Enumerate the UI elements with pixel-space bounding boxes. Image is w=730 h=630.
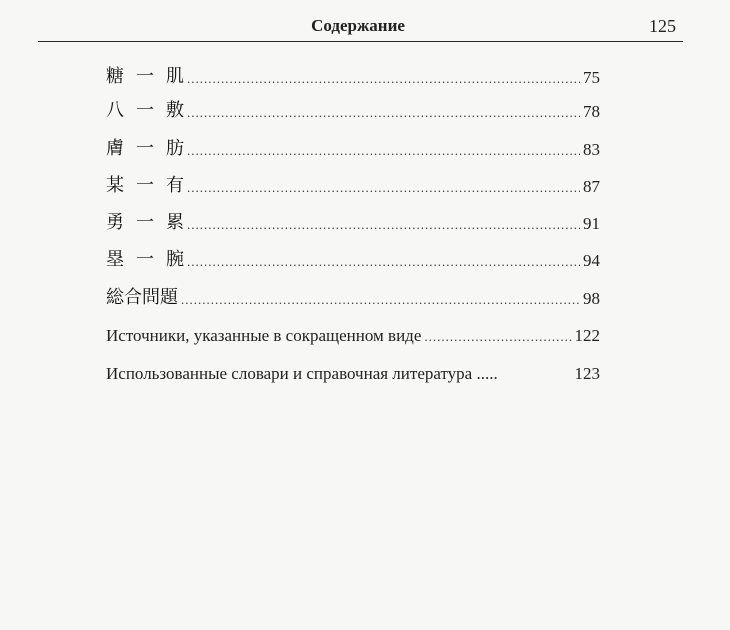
toc-entry-second-char: 有 bbox=[166, 175, 184, 196]
toc-entry-first-char: 勇 bbox=[106, 212, 124, 233]
toc-entry-second-char: 腕 bbox=[166, 249, 184, 270]
toc-entry-dash: 一 bbox=[136, 100, 154, 121]
toc-leader-dots bbox=[187, 181, 580, 194]
toc-entry bbox=[106, 62, 600, 88]
toc-entry-label: Использованные словари и справочная литература ..... bbox=[106, 364, 498, 383]
toc-entry-dash: 一 bbox=[136, 212, 154, 233]
toc-entry-first-char: 膚 bbox=[106, 138, 124, 159]
toc-entry-second-char: 累 bbox=[166, 212, 184, 233]
toc-entry bbox=[106, 171, 600, 197]
toc-entry-dash: 一 bbox=[136, 175, 154, 196]
toc-entry bbox=[106, 358, 600, 384]
running-header bbox=[38, 14, 678, 40]
toc-leader-dots bbox=[187, 255, 580, 268]
toc-entry-page: 98 bbox=[583, 289, 600, 308]
toc-entry-first-char: 糖 bbox=[106, 66, 124, 87]
toc-entry-page: 75 bbox=[583, 68, 600, 87]
toc-leader-dots bbox=[187, 72, 580, 85]
toc-entry bbox=[106, 208, 600, 234]
toc-entry bbox=[106, 96, 600, 122]
toc-entry-page: 122 bbox=[574, 326, 600, 345]
toc-entry-second-char: 敷 bbox=[166, 100, 184, 121]
toc-entry-page: 87 bbox=[583, 177, 600, 196]
toc-entry-dash: 一 bbox=[136, 138, 154, 159]
toc-entry bbox=[106, 320, 600, 346]
toc-entry bbox=[106, 245, 600, 271]
toc-entry-first-char: 某 bbox=[106, 175, 124, 196]
toc-leader-dots bbox=[187, 106, 580, 119]
toc-entry-label: Источники, указанные в сокращенном виде bbox=[106, 326, 422, 345]
toc-entry-page: 78 bbox=[583, 102, 600, 121]
toc-leader-dots bbox=[187, 218, 580, 231]
toc-entry-second-char: 肪 bbox=[166, 138, 184, 159]
toc-leader-dots bbox=[187, 144, 580, 157]
toc-entry-label: 総合問題 bbox=[106, 287, 178, 308]
page-number: 125 bbox=[649, 16, 676, 36]
toc-entry-page: 123 bbox=[574, 364, 600, 383]
toc-entry-first-char: 塁 bbox=[106, 249, 124, 270]
toc-entry-second-char: 肌 bbox=[166, 66, 184, 87]
toc-entry-first-char: 八 bbox=[106, 100, 124, 121]
toc-leader-dots bbox=[424, 330, 571, 343]
toc-entry-dash: 一 bbox=[136, 66, 154, 87]
toc-entry bbox=[106, 283, 600, 309]
toc-entry bbox=[106, 134, 600, 160]
toc-entry-page: 91 bbox=[583, 214, 600, 233]
toc-entry-dash: 一 bbox=[136, 249, 154, 270]
toc-entry-page: 94 bbox=[583, 251, 600, 270]
header-rule bbox=[38, 41, 683, 42]
page-title: Содержание bbox=[311, 16, 405, 35]
toc-leader-dots bbox=[181, 293, 580, 306]
toc-entry-page: 83 bbox=[583, 140, 600, 159]
